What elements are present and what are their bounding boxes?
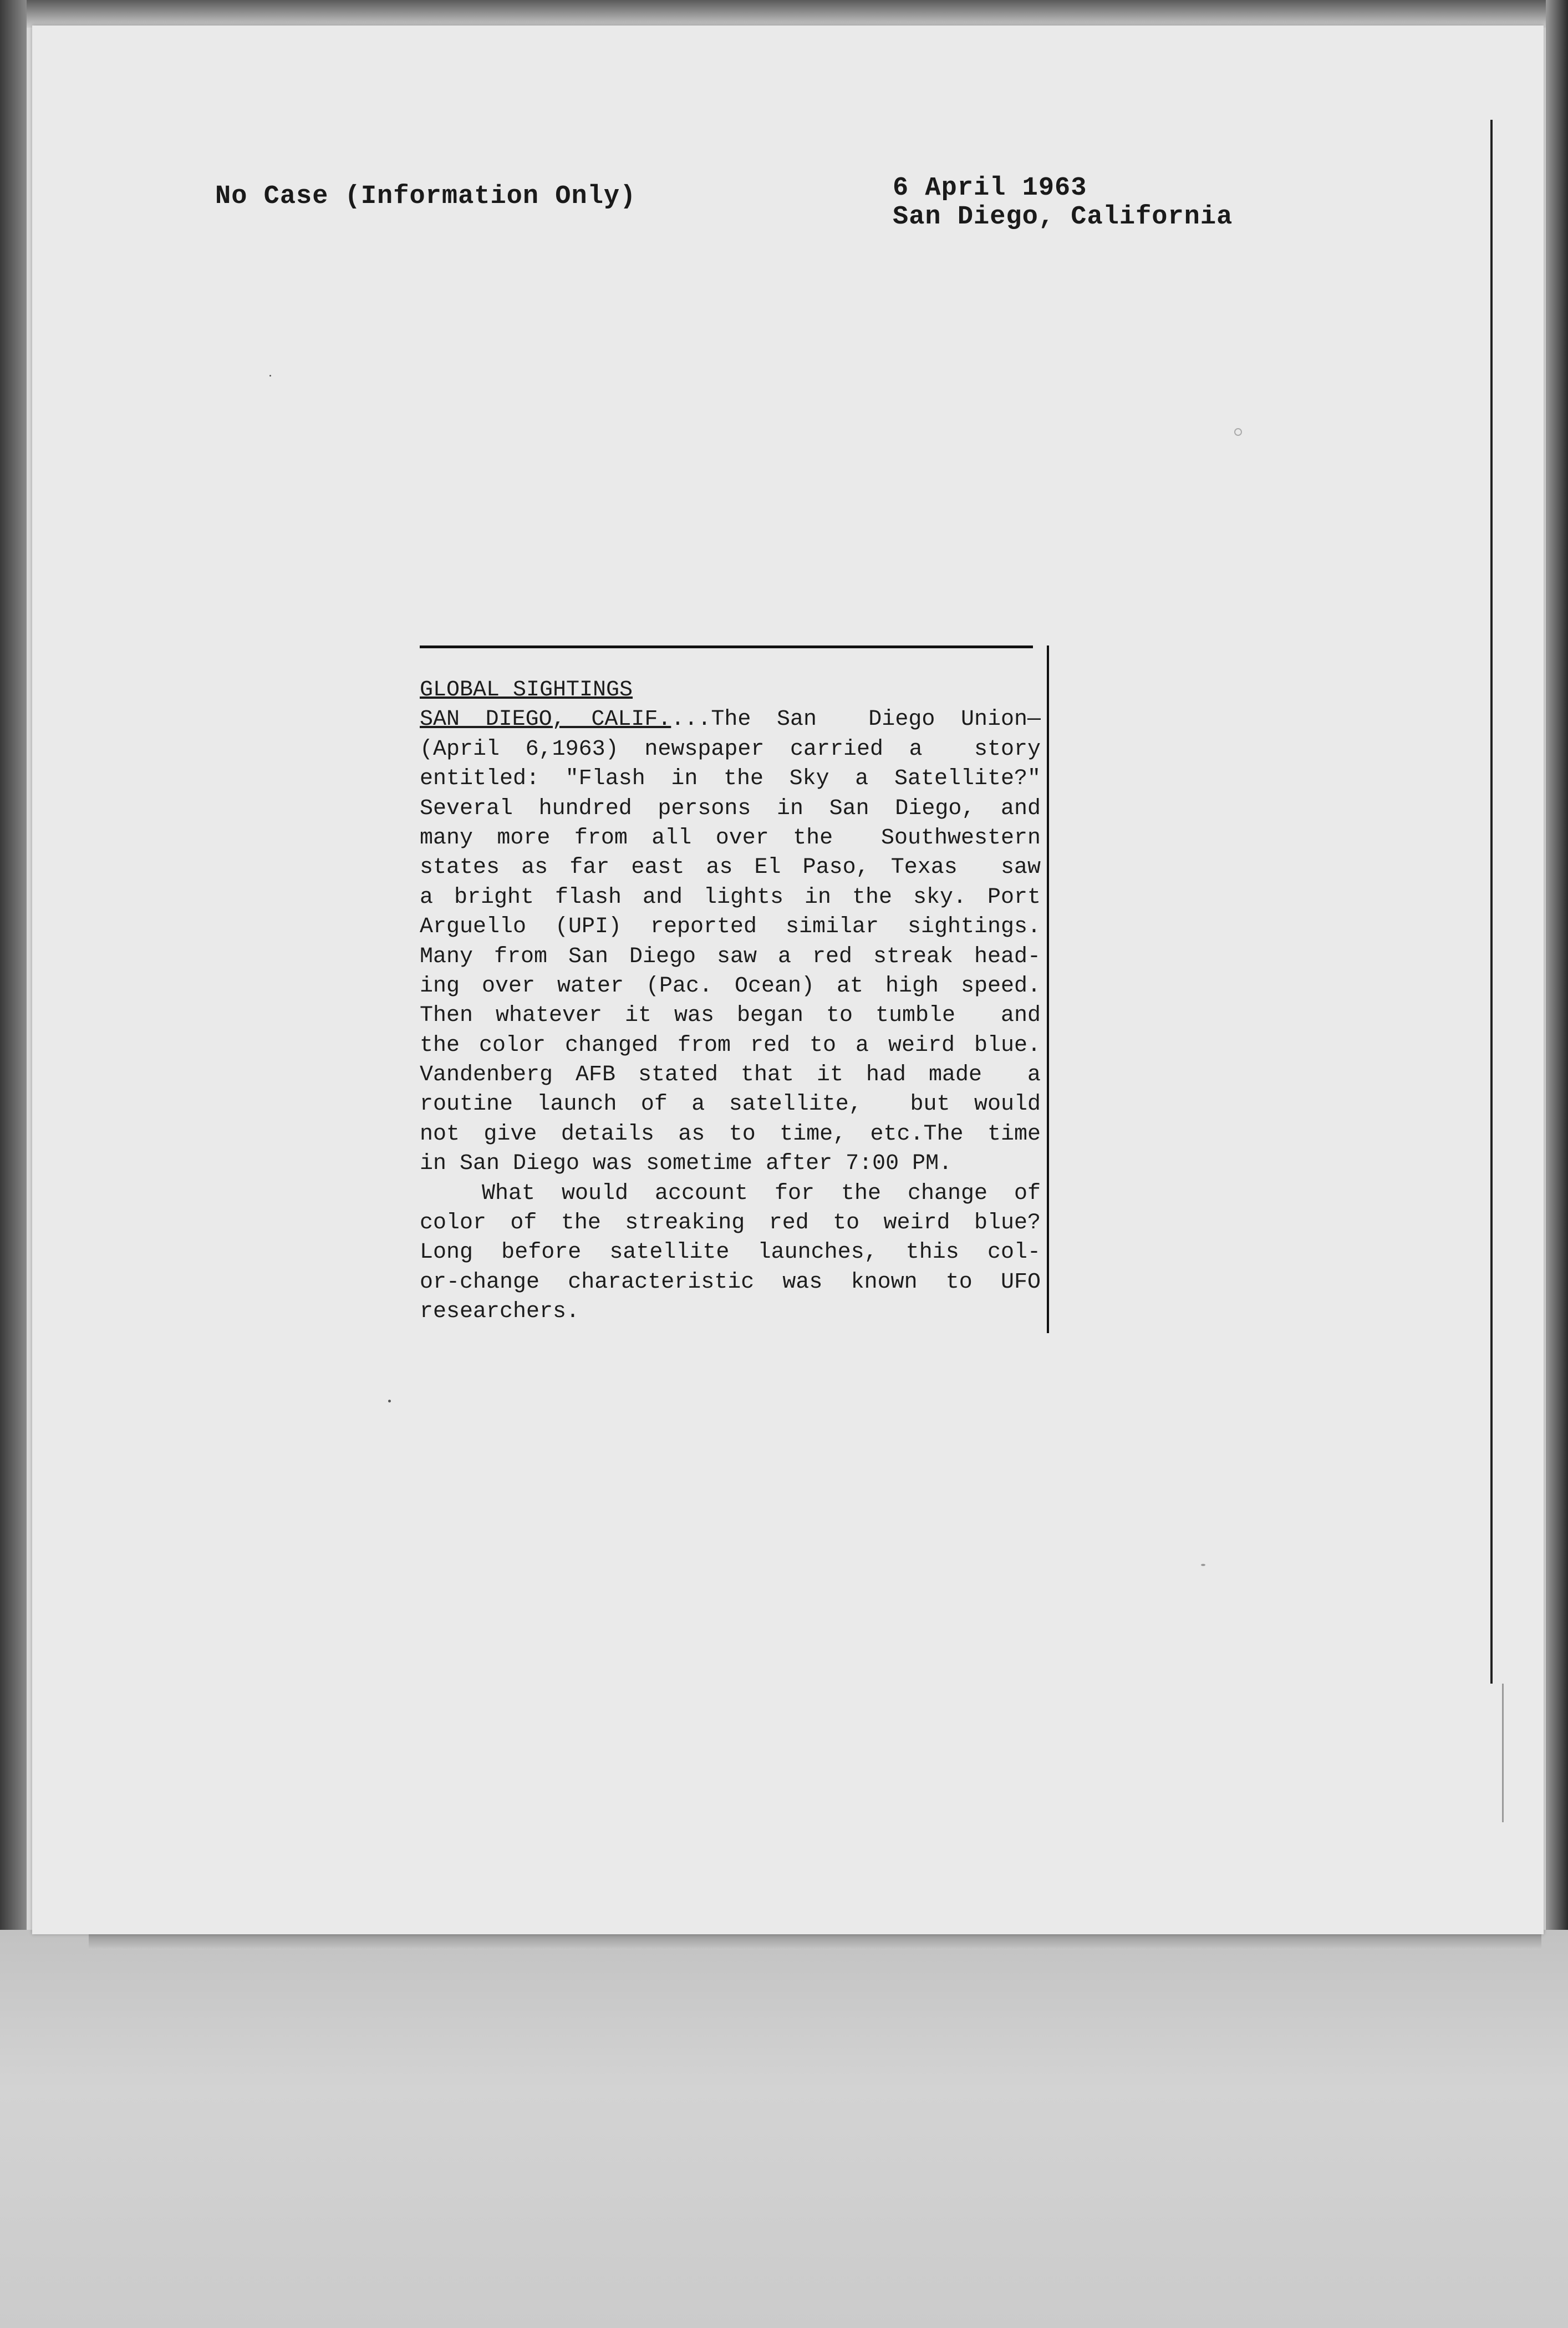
clipping-line: entitled: "Flash in the Sky a Satellite?" [420,766,1041,792]
clipping-line: Several hundred persons in San Diego, and [420,796,1041,821]
page-vertical-rule [1490,120,1493,1684]
report-location: San Diego, California [893,202,1233,232]
clipping-line: not give details as to time, etc.The time [420,1121,1041,1147]
clipping-line: Arguello (UPI) reported similar sightings. [420,914,1041,940]
clipping-line: in San Diego was sometime after 7:00 PM. [420,1151,953,1177]
clipping-line: (April 6,1963) newspaper carried a story [420,736,1041,762]
clipping-line: routine launch of a satellite, but would [420,1092,1041,1117]
clipping-line: many more from all over the Southwestern [420,825,1041,851]
page-bottom-shadow [89,1934,1541,1950]
clipping-line: or-change characteristic was known to UFO [420,1269,1041,1295]
clipping-line [420,705,1041,734]
clipping-line: What would account for the change of [482,1181,1041,1206]
scan-bottom-margin [0,1930,1568,2328]
scan-right-edge [1546,0,1568,1941]
clipping-line: Then whatever it was began to tumble and [420,1003,1041,1029]
clipping-line: Many from San Diego saw a red streak head- [420,944,1041,969]
clipping-line: ing over water (Pac. Ocean) at high speed. [420,973,1041,999]
clipping-line: the color changed from red to a weird blue. [420,1033,1041,1058]
paper-speck [269,375,271,377]
report-date-location [893,174,1233,232]
report-date: 6 April 1963 [893,174,1087,203]
clipping-line-text: ...The San Diego Union— [671,707,1041,733]
paper-speck [1234,428,1242,436]
clipping-top-rule [420,645,1033,648]
clipping-line: Long before satellite launches, this col- [420,1240,1041,1265]
clipping-right-rule [1047,645,1049,1333]
case-status: No Case (Information Only) [215,182,637,211]
clipping-line: Vandenberg AFB stated that it had made a [420,1063,1041,1088]
clipping-line: states as far east as El Paso, Texas saw [420,855,1041,881]
newspaper-clipping [420,675,1041,1327]
scan-left-edge [0,0,27,1941]
clipping-line: researchers. [420,1299,580,1325]
clipping-dateline: SAN DIEGO, CALIF. [420,707,671,733]
clipping-line: color of the streaking red to weird blue? [420,1211,1041,1236]
paper-speck [1201,1564,1205,1566]
scan-top-edge [0,0,1568,28]
clipping-heading: GLOBAL SIGHTINGS [420,678,633,703]
page-vertical-rule-faint [1502,1684,1504,1822]
paper-speck [388,1400,391,1402]
clipping-line: a bright flash and lights in the sky. Port [420,885,1041,910]
